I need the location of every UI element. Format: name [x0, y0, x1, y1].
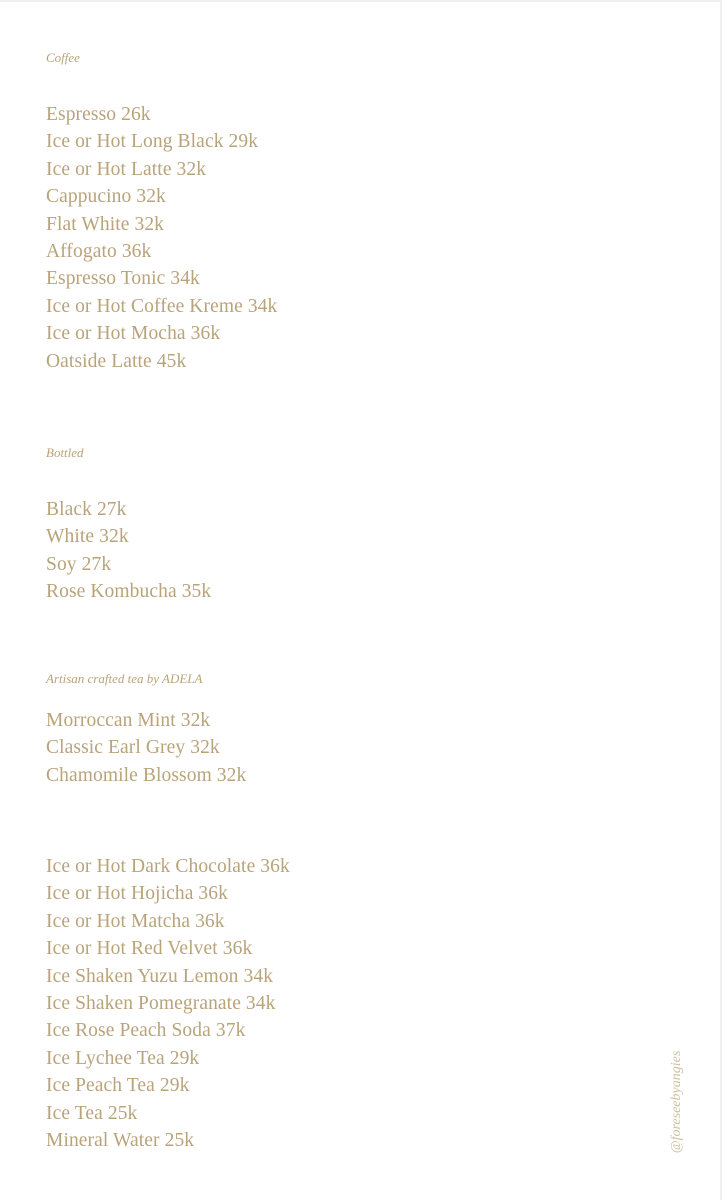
menu-item: Ice Shaken Pomegranate 34k — [46, 993, 276, 1015]
menu-item: Mineral Water 25k — [46, 1130, 195, 1152]
section-coffee — [46, 50, 277, 375]
menu-item: Ice or Hot Dark Chocolate 36k — [46, 856, 290, 877]
menu-item: Oatside Latte 45k — [46, 350, 187, 372]
menu-item: Affogato 36k — [46, 241, 152, 263]
menu-item: Espresso Tonic 34k — [46, 268, 200, 290]
watermark-handle: @foreseebyangies — [669, 1050, 684, 1154]
menu-item: Ice or Hot Latte 32k — [46, 158, 207, 180]
menu-item: Ice or Hot Hojicha 36k — [46, 883, 228, 905]
menu-item: Cappucino 32k — [46, 186, 166, 208]
menu-item: Classic Earl Grey 32k — [46, 737, 220, 759]
section-other-drinks — [46, 853, 290, 1154]
menu-item: White 32k — [46, 526, 129, 548]
section-heading-bottled: Bottled — [46, 445, 84, 460]
menu-item: Ice or Hot Long Black 29k — [46, 131, 259, 153]
coffee-item-list — [46, 101, 277, 375]
section-heading-coffee: Coffee — [46, 50, 80, 65]
artisan-tea-item-list — [46, 707, 246, 789]
menu-item: Ice Lychee Tea 29k — [46, 1047, 200, 1069]
other-drinks-item-list — [46, 853, 290, 1154]
menu-item: Ice or Hot Coffee Kreme 34k — [46, 295, 278, 317]
menu-item: Ice Rose Peach Soda 37k — [46, 1020, 246, 1042]
bottled-item-list — [46, 496, 211, 606]
menu-item: Ice or Hot Mocha 36k — [46, 323, 221, 345]
section-bottled — [46, 445, 211, 606]
menu-item: Ice Peach Tea 29k — [46, 1075, 190, 1097]
menu-item: Espresso 26k — [46, 104, 151, 125]
menu-item: Ice Shaken Yuzu Lemon 34k — [46, 965, 274, 987]
section-artisan-tea — [46, 671, 246, 789]
menu-item: Chamomile Blossom 32k — [46, 764, 247, 786]
menu-item: Flat White 32k — [46, 213, 165, 235]
menu-item: Ice or Hot Matcha 36k — [46, 910, 225, 932]
menu-item: Ice or Hot Red Velvet 36k — [46, 938, 253, 960]
menu-item: Black 27k — [46, 499, 127, 520]
menu-item: Morroccan Mint 32k — [46, 710, 211, 731]
menu-item: Rose Kombucha 35k — [46, 581, 212, 603]
menu-item: Ice Tea 25k — [46, 1102, 138, 1124]
section-heading-artisan-tea: Artisan crafted tea by ADELA — [46, 671, 203, 686]
menu-item: Soy 27k — [46, 553, 112, 575]
